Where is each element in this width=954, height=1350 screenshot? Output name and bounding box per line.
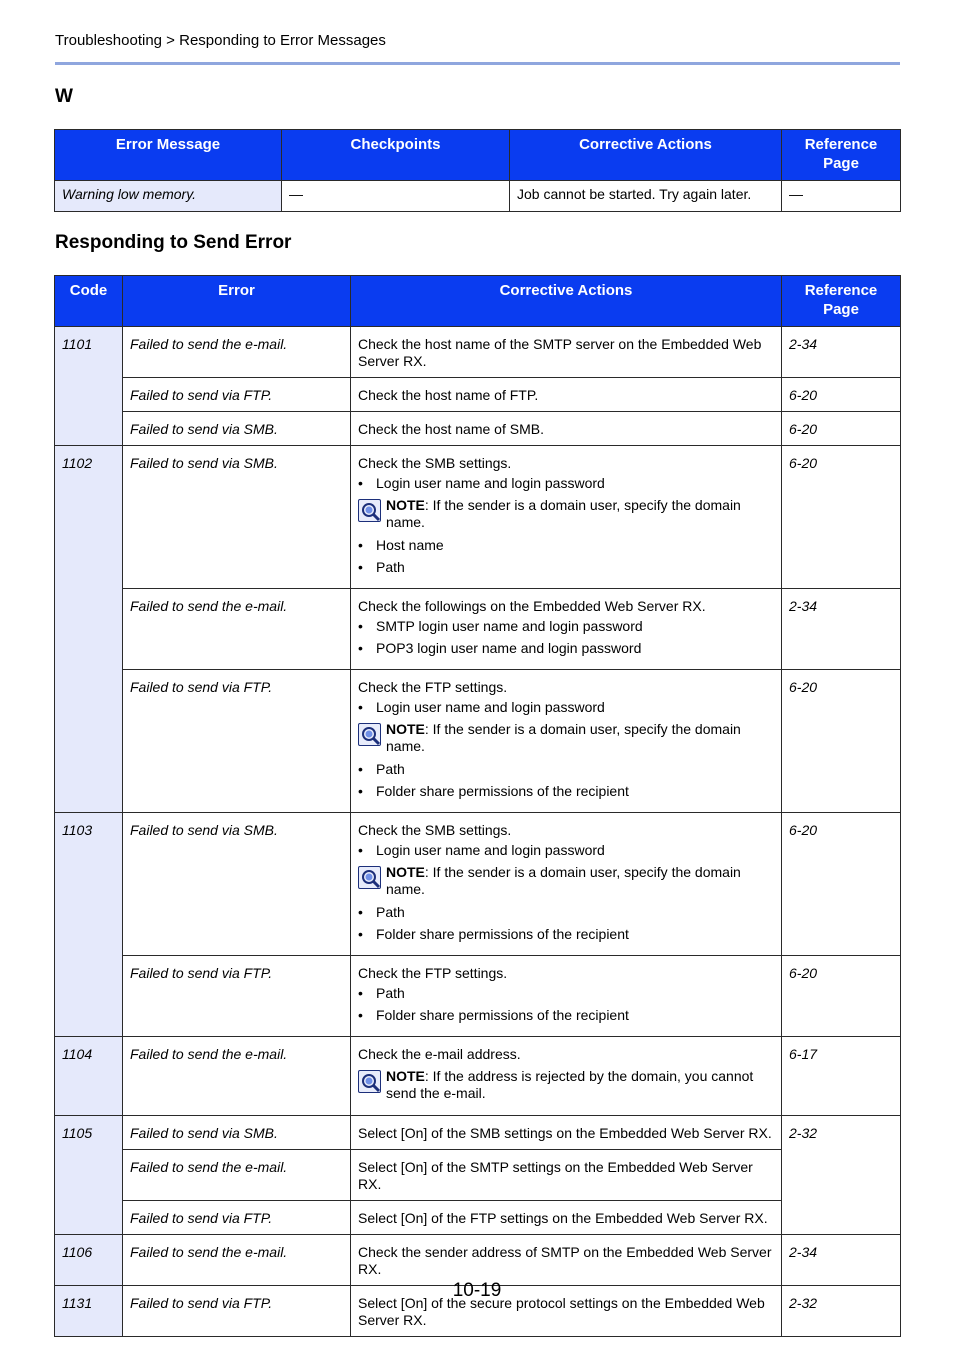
reference-page-cell: 2-34 bbox=[782, 327, 901, 378]
table-row bbox=[55, 1201, 901, 1235]
reference-page-cell: — bbox=[782, 181, 901, 212]
reference-page-cell: 6-20 bbox=[782, 412, 901, 446]
action-description: Check the FTP settings. bbox=[358, 965, 508, 981]
error-cell: Failed to send via SMB. bbox=[123, 813, 351, 956]
note-block bbox=[358, 864, 774, 898]
col-header-reference-page: Reference Page bbox=[782, 276, 901, 327]
page-number bbox=[0, 1280, 954, 1302]
table-row bbox=[55, 1235, 901, 1286]
col-header-reference-page: Reference Page bbox=[782, 130, 901, 181]
action-description: Check the followings on the Embedded Web Server RX. bbox=[358, 598, 706, 614]
error-cell: Failed to send via FTP. bbox=[123, 1201, 351, 1235]
code-cell: 1101 bbox=[55, 327, 123, 446]
reference-page-cell: 6-20 bbox=[782, 813, 901, 956]
corrective-actions-cell bbox=[351, 1037, 782, 1116]
bullet-list bbox=[358, 475, 774, 492]
error-cell: Failed to send via FTP. bbox=[123, 956, 351, 1037]
table-row bbox=[55, 1116, 901, 1150]
corrective-actions-cell bbox=[351, 1116, 782, 1150]
corrective-actions-cell bbox=[351, 412, 782, 446]
bullet-item: • Folder share permissions of the recipient bbox=[358, 1007, 774, 1024]
code-cell: 1106 bbox=[55, 1235, 123, 1286]
page-number-text: 10-19 bbox=[452, 1280, 502, 1301]
bullet-item: • Login user name and login password bbox=[358, 699, 774, 716]
action-description: Check the e-mail address. bbox=[358, 1046, 521, 1062]
code-cell: 1105 bbox=[55, 1116, 123, 1235]
error-cell: Failed to send via FTP. bbox=[123, 1286, 351, 1337]
note-text: : If the sender is a domain user, specify the domain name. bbox=[386, 497, 741, 530]
note-icon bbox=[358, 1070, 381, 1093]
corrective-actions-cell bbox=[351, 446, 782, 589]
action-description: Check the FTP settings. bbox=[358, 679, 508, 695]
code-cell: 1131 bbox=[55, 1286, 123, 1337]
col-header-error-message: Error Message bbox=[55, 130, 282, 181]
corrective-actions-cell bbox=[351, 813, 782, 956]
action-description: Check the host name of FTP. bbox=[358, 387, 539, 403]
w-error-table bbox=[54, 129, 901, 212]
corrective-actions-cell bbox=[351, 378, 782, 412]
reference-page-cell: 2-32 bbox=[782, 1286, 901, 1337]
action-description: Select [On] of the SMB settings on the Embedded Web Server RX. bbox=[358, 1125, 772, 1141]
col-header-checkpoints: Checkpoints bbox=[282, 130, 510, 181]
section-title: Responding to Send Error bbox=[55, 232, 292, 253]
action-description: Check the SMB settings. bbox=[358, 822, 512, 838]
table-row bbox=[55, 378, 901, 412]
reference-page-cell: 6-20 bbox=[782, 956, 901, 1037]
error-cell: Failed to send via SMB. bbox=[123, 412, 351, 446]
bullet-item: • Host name bbox=[358, 537, 774, 554]
error-cell: Failed to send via FTP. bbox=[123, 378, 351, 412]
bullet-list bbox=[358, 985, 774, 1024]
note-text: : If the sender is a domain user, specify the domain name. bbox=[386, 864, 741, 897]
corrective-actions-cell bbox=[351, 956, 782, 1037]
bullet-item: • Folder share permissions of the recipient bbox=[358, 783, 774, 800]
note-block bbox=[358, 497, 774, 531]
note-icon bbox=[358, 866, 381, 889]
corrective-actions-cell bbox=[351, 1150, 782, 1201]
note-label: NOTE bbox=[386, 864, 425, 880]
code-cell: 1104 bbox=[55, 1037, 123, 1116]
action-description: Check the host name of the SMTP server on the Embedded Web Server RX. bbox=[358, 336, 762, 369]
table-row bbox=[55, 670, 901, 813]
reference-page-cell: 6-20 bbox=[782, 446, 901, 589]
bullet-item: • Login user name and login password bbox=[358, 842, 774, 859]
note-label: NOTE bbox=[386, 497, 425, 513]
action-description: Select [On] of the FTP settings on the Embedded Web Server RX. bbox=[358, 1210, 768, 1226]
bullet-item: • Path bbox=[358, 985, 774, 1002]
bullet-item: • Path bbox=[358, 904, 774, 921]
bullet-list bbox=[358, 761, 774, 800]
note-text: : If the address is rejected by the domain, you cannot send the e-mail. bbox=[386, 1068, 754, 1101]
bullet-item: • Path bbox=[358, 559, 774, 576]
reference-page-cell: 2-34 bbox=[782, 589, 901, 670]
note-block bbox=[358, 1068, 774, 1102]
action-description: Check the SMB settings. bbox=[358, 455, 512, 471]
checkpoints-cell: — bbox=[282, 181, 510, 212]
action-description: Select [On] of the SMTP settings on the Embedded Web Server RX. bbox=[358, 1159, 753, 1192]
bullet-list bbox=[358, 618, 774, 657]
bullet-item: • Login user name and login password bbox=[358, 475, 774, 492]
error-cell: Failed to send via SMB. bbox=[123, 1116, 351, 1150]
error-cell: Failed to send the e-mail. bbox=[123, 327, 351, 378]
code-cell: 1102 bbox=[55, 446, 123, 813]
col-header-corrective-actions: Corrective Actions bbox=[351, 276, 782, 327]
error-cell: Failed to send the e-mail. bbox=[123, 1235, 351, 1286]
error-cell: Failed to send via SMB. bbox=[123, 446, 351, 589]
error-cell: Failed to send the e-mail. bbox=[123, 1150, 351, 1201]
bullet-item: • SMTP login user name and login password bbox=[358, 618, 774, 635]
error-message-cell: Warning low memory. bbox=[55, 181, 282, 212]
bullet-item: • POP3 login user name and login password bbox=[358, 640, 774, 657]
action-description: Select [On] of the secure protocol settings on the Embedded Web Server RX. bbox=[358, 1295, 765, 1328]
table-row bbox=[55, 589, 901, 670]
col-header-code: Code bbox=[55, 276, 123, 327]
section-letter: W bbox=[55, 86, 73, 107]
bullet-list bbox=[358, 842, 774, 859]
reference-page-cell: 6-17 bbox=[782, 1037, 901, 1116]
code-cell: 1103 bbox=[55, 813, 123, 1037]
send-error-table bbox=[54, 275, 901, 1337]
action-description: Check the host name of SMB. bbox=[358, 421, 544, 437]
table-row bbox=[55, 181, 901, 212]
table-row bbox=[55, 813, 901, 956]
note-icon bbox=[358, 499, 381, 522]
breadcrumb: Troubleshooting > Responding to Error Messages bbox=[55, 32, 386, 49]
error-cell: Failed to send via FTP. bbox=[123, 670, 351, 813]
table-row bbox=[55, 1150, 901, 1201]
corrective-actions-cell bbox=[351, 670, 782, 813]
col-header-corrective-actions: Corrective Actions bbox=[510, 130, 782, 181]
error-cell: Failed to send the e-mail. bbox=[123, 589, 351, 670]
reference-page-cell: 2-34 bbox=[782, 1235, 901, 1286]
table-row bbox=[55, 412, 901, 446]
corrective-actions-cell bbox=[351, 1201, 782, 1235]
reference-page-cell: 2-32 bbox=[782, 1116, 901, 1235]
bullet-item: • Folder share permissions of the recipient bbox=[358, 926, 774, 943]
note-text: : If the sender is a domain user, specify the domain name. bbox=[386, 721, 741, 754]
bullet-list bbox=[358, 537, 774, 576]
action-description: Check the sender address of SMTP on the Embedded Web Server RX. bbox=[358, 1244, 772, 1277]
col-header-error: Error bbox=[123, 276, 351, 327]
bullet-list bbox=[358, 904, 774, 943]
note-icon bbox=[358, 723, 381, 746]
note-label: NOTE bbox=[386, 1068, 425, 1084]
table-row bbox=[55, 956, 901, 1037]
error-cell: Failed to send the e-mail. bbox=[123, 1037, 351, 1116]
header-rule bbox=[55, 62, 900, 65]
send-error-rows bbox=[55, 327, 901, 1337]
corrective-actions-cell bbox=[351, 589, 782, 670]
table-row bbox=[55, 1037, 901, 1116]
corrective-actions-cell bbox=[351, 1235, 782, 1286]
corrective-actions-cell: Job cannot be started. Try again later. bbox=[510, 181, 782, 212]
reference-page-cell: 6-20 bbox=[782, 670, 901, 813]
table-row bbox=[55, 327, 901, 378]
reference-page-cell: 6-20 bbox=[782, 378, 901, 412]
note-label: NOTE bbox=[386, 721, 425, 737]
bullet-item: • Path bbox=[358, 761, 774, 778]
corrective-actions-cell bbox=[351, 327, 782, 378]
note-block bbox=[358, 721, 774, 755]
table-row bbox=[55, 446, 901, 589]
bullet-list bbox=[358, 699, 774, 716]
